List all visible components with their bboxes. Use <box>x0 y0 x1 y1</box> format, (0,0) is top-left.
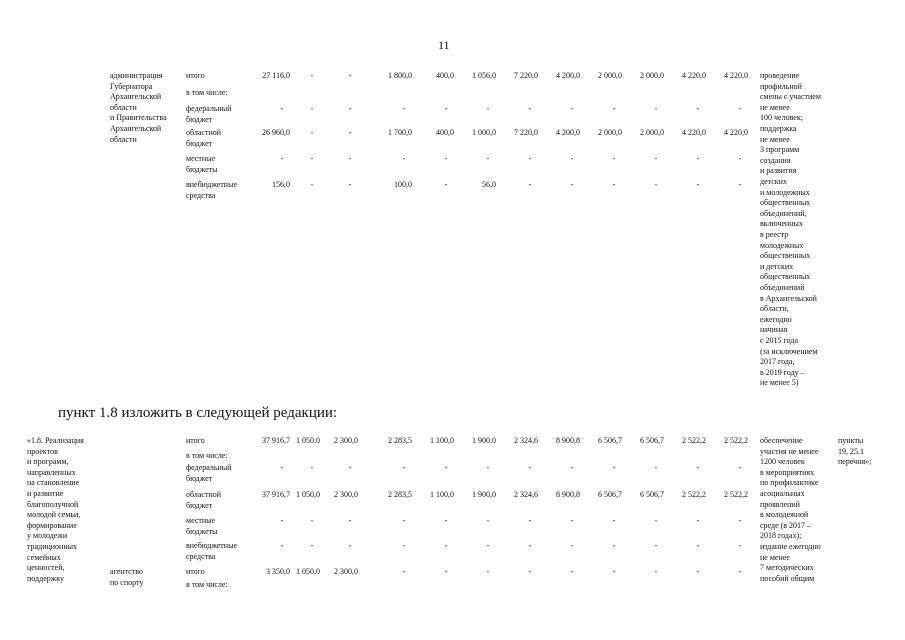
cell-value: - <box>310 154 314 163</box>
cell-value: - <box>570 104 574 113</box>
row-label: в том числе: <box>186 88 228 97</box>
result-text: объединений, <box>760 208 807 218</box>
cell-value: - <box>738 180 742 189</box>
cell-value: - <box>612 463 616 472</box>
cell-value: 2 300,0 <box>334 567 358 576</box>
result-text: среде (в 2017 – <box>760 520 812 530</box>
executor-name: области <box>110 134 137 144</box>
result-text: общественных <box>760 251 811 261</box>
cell-value: - <box>738 541 742 550</box>
cell-value: - <box>654 516 658 525</box>
cell-value: - <box>528 180 532 189</box>
cell-value: 2 522,2 <box>724 490 748 499</box>
cell-value: - <box>486 104 490 113</box>
result-text: профильной <box>760 81 802 91</box>
executor-name: области <box>110 102 137 112</box>
cell-value: 1 050,0 <box>296 567 320 576</box>
measure-name: проектов <box>27 446 58 456</box>
cell-value: 1 100,0 <box>430 436 454 445</box>
row-label: федеральный <box>186 104 232 113</box>
cell-value: 6 506,7 <box>598 436 622 445</box>
cell-value: - <box>528 541 532 550</box>
cell-value: - <box>310 104 314 113</box>
cell-value: 6 506,7 <box>640 436 664 445</box>
result-text: не менее <box>760 134 790 144</box>
cell-value: - <box>570 463 574 472</box>
cell-value: - <box>738 516 742 525</box>
cell-value: 8 900,8 <box>556 436 580 445</box>
executor-name: администрация <box>110 71 163 80</box>
row-label: итого <box>186 71 205 80</box>
result-text: по профилактике <box>760 478 819 488</box>
cell-value: - <box>444 463 448 472</box>
cell-value: 7 220,0 <box>514 71 538 80</box>
cell-value: 1 050,0 <box>296 436 320 445</box>
cell-value: 1 700,0 <box>388 128 412 137</box>
cell-value: - <box>612 541 616 550</box>
cell-value: 400,0 <box>436 128 454 137</box>
result-text: создания <box>760 155 791 165</box>
cell-value: 2 000,0 <box>598 128 622 137</box>
cell-value: 2 522,2 <box>724 436 748 445</box>
cell-value: - <box>348 541 352 550</box>
measure-name: у молодежи <box>27 531 68 541</box>
cell-value: - <box>738 463 742 472</box>
cell-value: 100,0 <box>394 180 412 189</box>
cell-value: - <box>738 104 742 113</box>
row-label: областной <box>186 490 222 499</box>
result-text: объединений <box>760 283 805 292</box>
result-text: и детских <box>760 261 794 271</box>
cell-value: 1 900,0 <box>472 436 496 445</box>
measure-name: и программ, <box>27 457 69 467</box>
cell-value: - <box>654 180 658 189</box>
cell-value: - <box>402 541 406 550</box>
executor-name: Архангельской <box>110 92 162 102</box>
cell-value: - <box>310 128 314 137</box>
executor-name: агентство <box>110 567 143 576</box>
result-text: общественных <box>760 198 811 208</box>
measure-name: благополучной <box>27 499 79 509</box>
cell-value: 4 220,0 <box>724 71 748 80</box>
cell-value: 2 000,0 <box>640 128 664 137</box>
result-text: общественных <box>760 272 811 282</box>
cell-value: 2 000,0 <box>598 71 622 80</box>
row-label: в том числе: <box>186 580 228 589</box>
measure-name: семейных <box>27 552 61 562</box>
cell-value: - <box>696 541 700 550</box>
cell-value: 4 220,0 <box>682 128 706 137</box>
result-text: асоциальных <box>760 489 805 498</box>
cell-value: - <box>402 567 406 576</box>
cell-value: - <box>612 104 616 113</box>
cell-value: - <box>348 516 352 525</box>
cell-value: 6 506,7 <box>640 490 664 499</box>
row-label: итого <box>186 567 205 576</box>
cell-value: - <box>528 516 532 525</box>
cell-value: - <box>444 516 448 525</box>
cell-value: 2 300,0 <box>334 490 358 499</box>
cell-value: 1 900,0 <box>472 490 496 499</box>
executor-name: по спорту <box>110 577 144 587</box>
result-text: не менее <box>760 552 790 562</box>
result-text: начиная <box>760 325 788 335</box>
cell-value: 2 300,0 <box>334 436 358 445</box>
cell-value: - <box>402 463 406 472</box>
indicator-ref: пункты <box>838 436 864 445</box>
cell-value: - <box>654 154 658 163</box>
result-text: с 2015 года <box>760 336 799 345</box>
cell-value: - <box>654 104 658 113</box>
cell-value: - <box>348 180 352 189</box>
cell-value: - <box>444 541 448 550</box>
result-text: 1200 человек <box>760 457 805 467</box>
cell-value: - <box>696 463 700 472</box>
executor-name: и Правительства <box>110 113 167 123</box>
cell-value: - <box>612 516 616 525</box>
cell-value: 2 283,5 <box>388 490 412 499</box>
measure-name: направленных <box>27 467 76 477</box>
cell-value: 8 900,8 <box>556 490 580 499</box>
cell-value: 2 522,2 <box>682 490 706 499</box>
indicator-ref: перечня»; <box>838 457 872 467</box>
row-label: итого <box>186 436 205 445</box>
cell-value: - <box>696 154 700 163</box>
cell-value: 2 324,6 <box>514 436 538 445</box>
result-text: молодежных <box>760 240 804 250</box>
result-text: 100 человек; <box>760 113 803 123</box>
row-label: бюджет <box>186 500 213 510</box>
cell-value: - <box>486 541 490 550</box>
cell-value: 156,0 <box>272 180 290 189</box>
cell-value: - <box>696 516 700 525</box>
result-text: 7 методических <box>760 563 814 573</box>
row-label: бюджет <box>186 114 213 124</box>
row-label: внебюджетные <box>186 180 237 189</box>
result-text: в 2019 году – <box>760 367 805 377</box>
cell-value: 4 200,0 <box>556 71 580 80</box>
cell-value: - <box>310 180 314 189</box>
cell-value: - <box>280 541 284 550</box>
result-text: 3 программ <box>760 145 800 155</box>
cell-value: - <box>528 104 532 113</box>
row-label: бюджеты <box>186 164 218 174</box>
cell-value: - <box>738 567 742 576</box>
result-text: в молодежной <box>760 510 809 520</box>
cell-value: - <box>486 154 490 163</box>
cell-value: 2 324,6 <box>514 490 538 499</box>
cell-value: - <box>486 516 490 525</box>
cell-value: 7 220,0 <box>514 128 538 137</box>
cell-value: 1 050,0 <box>296 490 320 499</box>
cell-value: - <box>280 154 284 163</box>
cell-value: - <box>444 104 448 113</box>
measure-name: традиционных <box>27 542 77 551</box>
result-text: проведение <box>760 71 800 80</box>
row-label: бюджет <box>186 473 213 483</box>
cell-value: - <box>612 567 616 576</box>
result-text: издание ежегодно <box>760 542 821 551</box>
result-text: и развития <box>760 166 797 176</box>
result-text: поддержка <box>760 124 797 133</box>
cell-value: - <box>486 463 490 472</box>
cell-value: 4 220,0 <box>682 71 706 80</box>
cell-value: - <box>444 154 448 163</box>
row-label: местные <box>186 516 216 525</box>
cell-value: 56,0 <box>482 180 496 189</box>
cell-value: - <box>612 154 616 163</box>
row-label: федеральный <box>186 463 232 472</box>
cell-value: 26 960,0 <box>262 128 290 137</box>
measure-name: и развитие <box>27 489 64 498</box>
cell-value: 4 220,0 <box>724 128 748 137</box>
cell-value: - <box>310 516 314 525</box>
cell-value: 1 800,0 <box>388 71 412 80</box>
row-label: местные <box>186 154 216 163</box>
section-heading: пункт 1.8 изложить в следующей редакции: <box>58 405 338 421</box>
cell-value: - <box>402 154 406 163</box>
measure-name: на становление <box>27 478 80 488</box>
result-text: 2018 годах); <box>760 531 802 541</box>
row-label: в том числе: <box>186 451 228 460</box>
result-text: 2017 года, <box>760 357 795 367</box>
cell-value: 27 116,0 <box>262 71 290 80</box>
measure-name: молодой семьи, <box>27 510 81 520</box>
cell-value: - <box>310 463 314 472</box>
result-text: включенных <box>760 219 803 229</box>
cell-value: 6 506,7 <box>598 490 622 499</box>
cell-value: - <box>654 541 658 550</box>
cell-value: 37 916,7 <box>262 436 290 445</box>
cell-value: 2 000,0 <box>640 71 664 80</box>
result-text: смены с участием <box>760 92 821 102</box>
cell-value: - <box>280 516 284 525</box>
cell-value: - <box>696 567 700 576</box>
cell-value: 1 100,0 <box>430 490 454 499</box>
measure-name: ценностей, <box>27 563 65 573</box>
result-text: обеспечение <box>760 436 803 445</box>
cell-value: - <box>696 180 700 189</box>
cell-value: - <box>444 180 448 189</box>
cell-value: - <box>444 567 448 576</box>
page-number: 11 <box>438 38 450 52</box>
cell-value: - <box>348 71 352 80</box>
cell-value: 4 200,0 <box>556 128 580 137</box>
result-text: области, <box>760 304 789 314</box>
row-label: областной <box>186 128 222 137</box>
row-label: бюджет <box>186 138 213 148</box>
cell-value: - <box>696 104 700 113</box>
cell-value: - <box>570 541 574 550</box>
cell-value: 3 350,0 <box>266 567 290 576</box>
executor-name: Губернатора <box>110 81 153 91</box>
cell-value: - <box>612 180 616 189</box>
cell-value: - <box>528 154 532 163</box>
result-text: не менее 5) <box>760 378 799 388</box>
result-text: (за исключением <box>760 346 818 356</box>
cell-value: - <box>310 541 314 550</box>
cell-value: 1 000,0 <box>472 128 496 137</box>
cell-value: - <box>654 567 658 576</box>
cell-value: - <box>528 567 532 576</box>
executor-name: Архангельской <box>110 124 162 133</box>
row-label: бюджеты <box>186 526 218 536</box>
cell-value: - <box>348 104 352 113</box>
cell-value: 400,0 <box>436 71 454 80</box>
cell-value: 37 916,7 <box>262 490 290 499</box>
cell-value: - <box>402 516 406 525</box>
result-text: в Архангельской <box>760 293 817 303</box>
result-text: не менее <box>760 102 790 112</box>
cell-value: - <box>654 463 658 472</box>
cell-value: 2 522,2 <box>682 436 706 445</box>
cell-value: - <box>402 104 406 113</box>
result-text: участия не менее <box>760 446 819 456</box>
row-label: внебюджетные <box>186 541 237 550</box>
row-label: средства <box>186 190 216 200</box>
cell-value: 1 056,0 <box>472 71 496 80</box>
cell-value: - <box>280 104 284 113</box>
result-text: детских <box>760 177 787 186</box>
measure-name: формирование <box>27 520 77 530</box>
result-text: и молодежных <box>760 187 810 197</box>
cell-value: - <box>310 71 314 80</box>
measure-name: поддержку <box>27 573 65 583</box>
cell-value: - <box>570 567 574 576</box>
result-text: в мероприятиях <box>760 467 815 477</box>
result-text: проявлений <box>760 499 800 509</box>
cell-value: - <box>348 463 352 472</box>
cell-value: 2 283,5 <box>388 436 412 445</box>
cell-value: - <box>280 463 284 472</box>
cell-value: - <box>738 154 742 163</box>
measure-name: «1.8. Реализация <box>27 436 84 445</box>
row-label: средства <box>186 551 216 561</box>
cell-value: - <box>570 516 574 525</box>
cell-value: - <box>570 154 574 163</box>
result-text: ежегодно <box>760 314 792 324</box>
cell-value: - <box>528 463 532 472</box>
cell-value: - <box>486 567 490 576</box>
indicator-ref: 19, 25.1 <box>838 446 864 456</box>
cell-value: - <box>348 154 352 163</box>
cell-value: - <box>570 180 574 189</box>
cell-value: - <box>348 128 352 137</box>
result-text: в реестр <box>760 230 789 239</box>
result-text: пособий общим <box>760 573 815 583</box>
